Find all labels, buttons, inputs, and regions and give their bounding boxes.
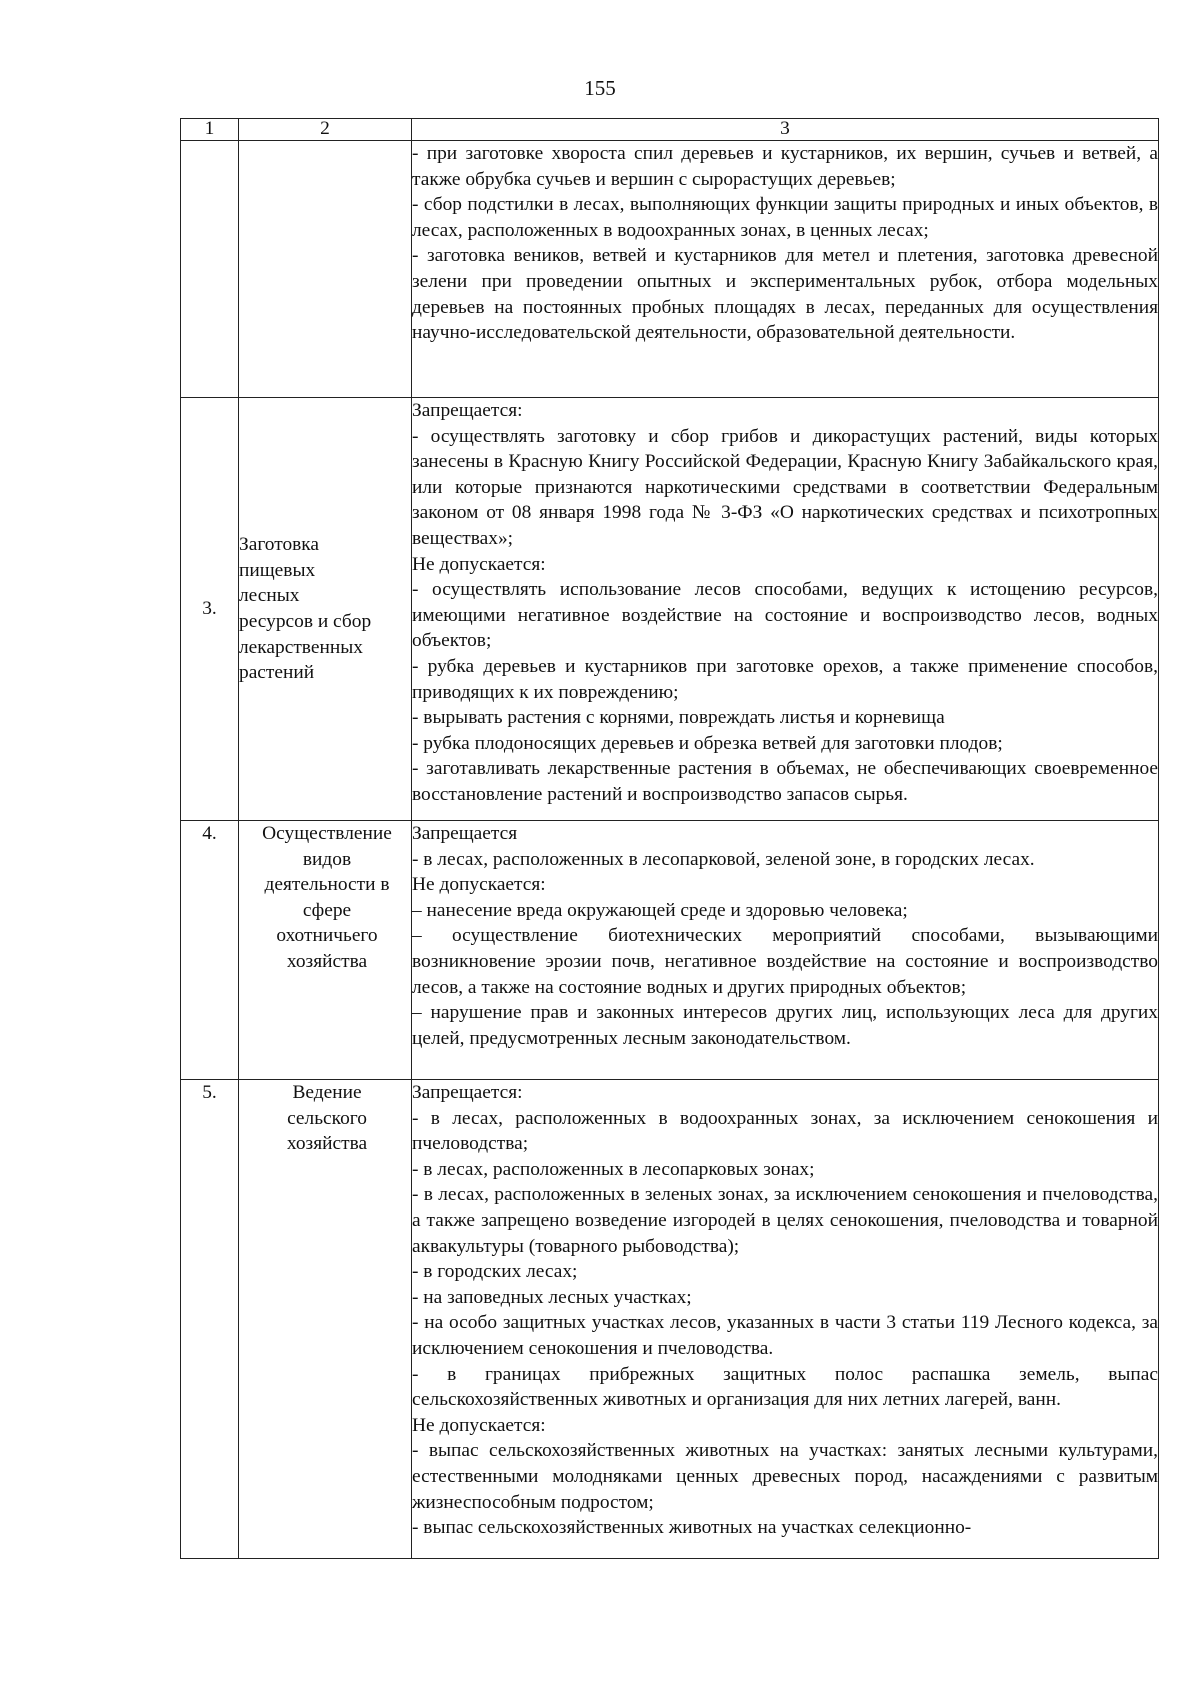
activity-name-line: сфере [302, 899, 352, 921]
restrictions-cell [412, 398, 1159, 821]
restrictions-cell [412, 141, 1159, 398]
activity-name-line: деятельности в [264, 874, 390, 896]
restriction-text: - заготавливать лекарственные растения в объемах, не обеспечивающих своевременное восстановление растений и воспроизводство запасов сырья. [412, 758, 1158, 805]
table-row [181, 1080, 1159, 1559]
restriction-text: – нарушение прав и законных интересов других лиц, использующих леса для других целей, предусмотренных лесным законодательством. [412, 1002, 1158, 1049]
restriction-text: Запрещается: [412, 400, 523, 421]
regulation-table [180, 118, 1159, 1559]
activity-name-line: охотничьего [276, 925, 378, 947]
restriction-text: - в лесах, расположенных в водоохранных зонах, за исключением сенокошения и пчеловодства; [412, 1107, 1158, 1155]
column-header-2: 2 [239, 119, 412, 141]
restriction-text: - в лесах, расположенных в зеленых зонах, за исключением сенокошения и пчеловодства, а также запрещено возведение изгородей в целях сенокошения, пчеловодства и товарной аквакультуры (товарного рыбоводства); [412, 1184, 1158, 1257]
restrictions-cell [412, 821, 1159, 1080]
activity-name [239, 141, 412, 398]
restriction-text: - рубка деревьев и кустарников при заготовке орехов, а также применение способов, приводящих к их повреждению; [412, 655, 1158, 703]
activity-name-line: Заготовка [239, 534, 320, 556]
activity-name-line: ресурсов и сбор [239, 611, 372, 632]
restriction-text: - в лесах, расположенных в лесопарковых зонах; [412, 1158, 815, 1180]
activity-name-line: лесных [239, 585, 300, 607]
activity-name [239, 1080, 412, 1559]
restriction-text: - в лесах, расположенных в лесопарковой, зеленой зоне, в городских лесах. [412, 848, 1035, 870]
restriction-text: - при заготовке хвороста спил деревьев и кустарников, их вершин, сучьев и ветвей, а также обрубка сучьев и вершин с сырорастущих деревьев; [412, 143, 1158, 190]
activity-name-line: видов [302, 848, 352, 870]
restriction-text: Запрещается: [412, 1082, 523, 1103]
table-row [181, 141, 1159, 398]
restriction-text: - сбор подстилки в лесах, выполняющих функции защиты природных и иных объектов, в лесах, расположенных в водоохранных зонах, в ценных лесах; [412, 194, 1158, 241]
activity-name [239, 821, 412, 1080]
restriction-text: - рубка плодоносящих деревьев и обрезка ветвей для заготовки плодов; [412, 732, 1003, 754]
activity-name-line: сельского [287, 1107, 367, 1129]
restriction-text: - осуществлять использование лесов способами, ведущих к истощению ресурсов, имеющими негативное воздействие на состояние и воспроизводство лесов, водных объектов; [412, 579, 1158, 652]
page-number: 155 [584, 76, 616, 100]
restriction-text: – нанесение вреда окружающей среде и здоровью человека; [412, 899, 908, 921]
restriction-text: - вырывать растения с корнями, повреждать листья и корневища [412, 707, 945, 729]
activity-name-line: растений [239, 662, 315, 684]
restrictions-cell [412, 1080, 1159, 1559]
row-number: 3. [181, 398, 239, 821]
restriction-text: - осуществлять заготовку и сбор грибов и дикорастущих растений, виды которых занесены в Красную Книгу Российской Федерации, Красную Книгу Забайкальского края, или которые признаются наркотическими средствами в соответствии Федеральным законом от 08 января 1998 года № 3-ФЗ «О наркотических средствах и психотропных веществах»; [412, 425, 1158, 549]
restriction-text: Запрещается [412, 823, 518, 844]
table-header-row [181, 119, 1159, 141]
activity-name-line: хозяйства [286, 1133, 368, 1155]
activity-name-line: хозяйства [286, 950, 368, 972]
restriction-text: - на заповедных лесных участках; [412, 1286, 692, 1308]
row-number: 5. [181, 1080, 239, 1559]
activity-name-line: Осуществление [262, 823, 392, 844]
restriction-text: - выпас сельскохозяйственных животных на участках селекционно- [412, 1517, 972, 1539]
activity-name-line: лекарственных [239, 636, 363, 658]
restriction-text: Не допускается: [412, 874, 546, 896]
restriction-text: - в границах прибрежных защитных полос распашка земель, выпас сельскохозяйственных животных и организация для них летних лагерей, ванн. [412, 1363, 1158, 1411]
restriction-text: Не допускается: [412, 553, 546, 575]
table-row [181, 821, 1159, 1080]
row-number: 4. [181, 821, 239, 1080]
column-header-3: 3 [412, 119, 1159, 141]
activity-name [239, 398, 412, 821]
restriction-text: - выпас сельскохозяйственных животных на участках: занятых лесными культурами, естественными молодняками ценных древесных пород, насаждениями с развитым жизнеспособным подростом; [412, 1440, 1158, 1513]
restriction-text: - в городских лесах; [412, 1261, 578, 1283]
table-row [181, 398, 1159, 821]
restriction-text: - заготовка веников, ветвей и кустарников для метел и плетения, заготовка древесной зелени при проведении опытных и экспериментальных рубок, отбора модельных деревьев на постоянных пробных площадях в лесах, переданных для осуществления научно-исследовательской деятельности, образовательной деятельности. [412, 245, 1158, 344]
column-header-1: 1 [181, 119, 239, 141]
row-number [181, 141, 239, 398]
restriction-text: - на особо защитных участках лесов, указанных в части 3 статьи 119 Лесного кодекса, за исключением сенокошения и пчеловодства. [412, 1312, 1158, 1359]
activity-name-line: Ведение [292, 1082, 362, 1103]
restriction-text: Не допускается: [412, 1414, 546, 1436]
activity-name-line: пищевых [239, 559, 316, 581]
restriction-text: – осуществление биотехнических мероприятий способами, вызывающими возникновение эрозии почв, негативное воздействие на состояние и воспроизводство лесов, а также на состояние водных и других природных объектов; [412, 925, 1158, 998]
